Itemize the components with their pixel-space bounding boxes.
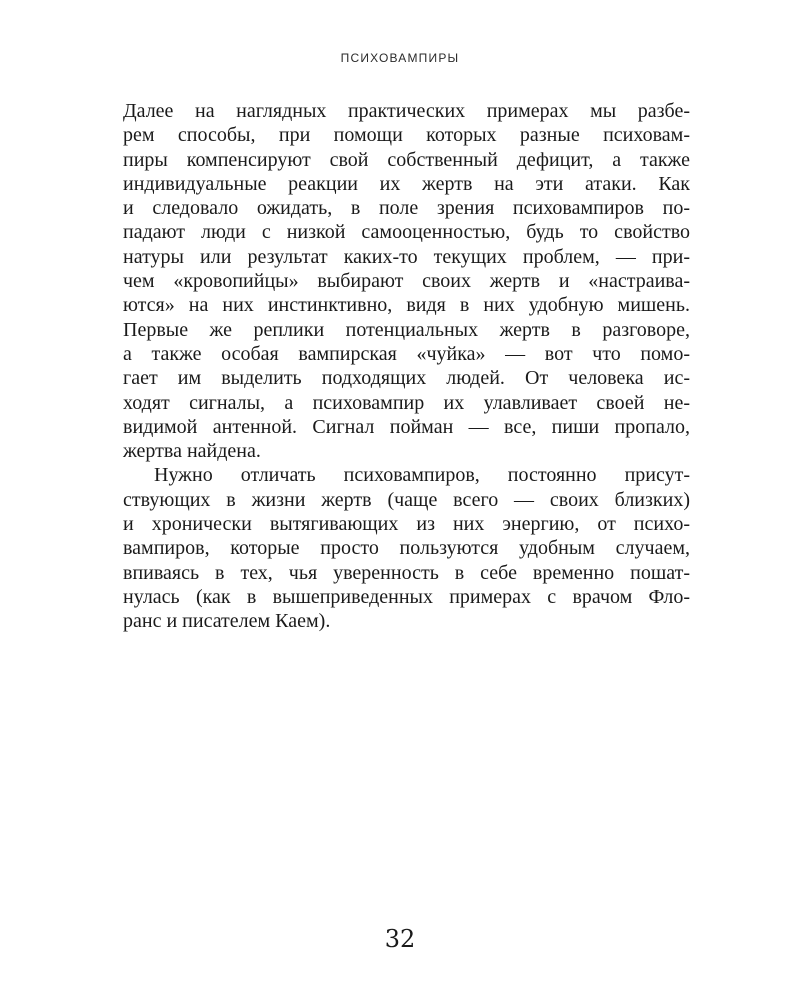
- text-line: вампиров, которые просто пользуются удобным случаем,: [123, 537, 690, 560]
- text-line: Первые же реплики потенциальных жертв в разговоре,: [123, 318, 690, 341]
- text-line: падают люди с низкой самооценностью, будь то свойство: [123, 221, 690, 244]
- text-line: впиваясь в тех, чья уверенность в себе временно пошат-: [123, 561, 690, 584]
- text-line: Нужно отличать психовампиров, постоянно присут-: [154, 464, 690, 487]
- text-line: натуры или результат каких-то текущих проблем, — при-: [123, 245, 690, 268]
- text-line: гает им выделить подходящих людей. От человека ис-: [123, 367, 690, 390]
- text-line: жертва найдена.: [123, 440, 261, 463]
- text-line: нулась (как в вышеприведенных примерах с врачом Фло-: [123, 585, 690, 608]
- text-line: видимой антенной. Сигнал пойман — все, пиши пропало,: [123, 415, 690, 438]
- body-text: [123, 99, 690, 634]
- text-line: ранс и писателем Каем).: [123, 610, 331, 633]
- text-line: чем «кровопийцы» выбирают своих жертв и «настраива-: [123, 270, 690, 293]
- text-line: Далее на наглядных практических примерах мы разбе-: [123, 100, 690, 122]
- page-number: 32: [384, 925, 416, 953]
- paragraph-2: [123, 463, 690, 633]
- text-line: ходят сигналы, а психовампир их улавливает своей не-: [123, 391, 690, 414]
- paragraph-1: [123, 99, 690, 463]
- text-line: и хронически вытягивающих из них энергию, от психо-: [123, 513, 690, 536]
- text-line: рем способы, при помощи которых разные психовам-: [123, 124, 690, 147]
- text-line: ствующих в жизни жертв (чаще всего — своих близких): [123, 488, 690, 511]
- text-line: ются» на них инстинктивно, видя в них удобную мишень.: [123, 294, 690, 317]
- running-head-title: ПСИХОВАМПИРЫ: [340, 51, 460, 65]
- text-line: а также особая вампирская «чуйка» — вот что помо-: [123, 342, 690, 365]
- text-line: и следовало ожидать, в поле зрения психовампиров по-: [123, 197, 690, 220]
- text-line: пиры компенсируют свой собственный дефицит, а также: [123, 148, 690, 171]
- text-line: индивидуальные реакции их жертв на эти атаки. Как: [123, 172, 690, 195]
